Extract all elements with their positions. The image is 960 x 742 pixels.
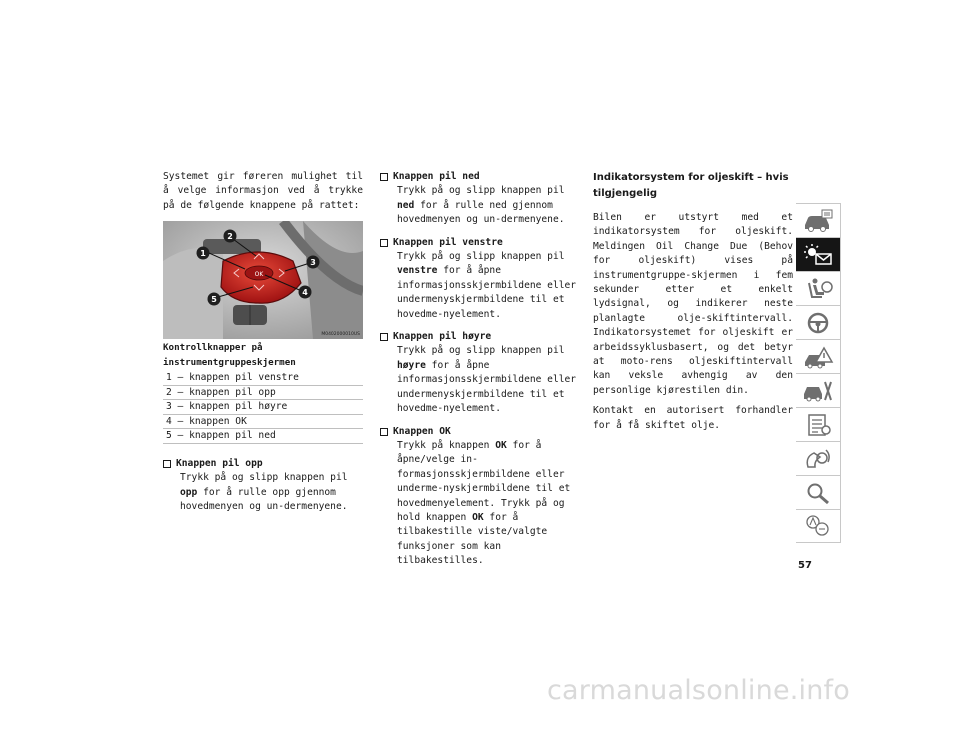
- bullet-arrow-down: [380, 170, 578, 228]
- oil-change-paragraph: Bilen er utstyrt med et indikatorsystem for oljeskift. Meldingen Oil Change Due (Behov for oljeskift) vises på instrumentgruppe-skjermen i fem sekunder etter et enkelt lydsignal, og indikerer neste planlagte olje-skiftintervall. Indikatorsystemet for oljeskift er arbeidssyklusbasert, og det betyr at moto-rens oljeskiftintervall kan veksle avhengig av den personlige kjørestilen din.: [593, 212, 793, 396]
- bullet-title: Knappen pil opp: [176, 458, 263, 469]
- legend-item: 5 – knappen pil ned: [163, 428, 363, 443]
- callout-2: 2: [227, 232, 233, 242]
- text-run: for å åpne informasjonsskjermbildene eller undermenyskjermbildene til et hovedme-nyelement.: [397, 265, 577, 320]
- tab-index[interactable]: [796, 475, 841, 509]
- dashboard-lights-icon: [802, 243, 834, 267]
- section-heading: Indikatorsystem for oljeskift – hvis tilgjengelig: [593, 172, 789, 199]
- steering-wheel-controls-figure: [163, 221, 363, 339]
- bullet-box-icon: [380, 428, 388, 436]
- seat-airbag-icon: [802, 277, 834, 301]
- text-run: for å åpne informasjonsskjermbildene eller undermenyskjermbildene til et hovedme-nyelement.: [397, 359, 577, 415]
- car-service-tools-icon: [802, 379, 834, 403]
- text-run: for å rulle opp gjennom hovedmenyen og un-dermenyene.: [180, 486, 348, 513]
- key-word: OK: [472, 511, 484, 523]
- callout-5: 5: [211, 295, 217, 305]
- dealer-paragraph: Kontakt en autorisert forhandler for å få skiftet olje.: [593, 405, 793, 431]
- language-icon: [802, 514, 834, 538]
- emergency-warning-icon: [802, 345, 834, 369]
- chapter-index-sidebar: [796, 203, 841, 543]
- legend-item: 1 – knappen pil venstre: [166, 372, 299, 384]
- key-word: høyre: [397, 359, 426, 371]
- figure-caption: Kontrollknapper på instrumentgruppeskjermen: [163, 342, 296, 368]
- steering-wheel-illustration: [163, 221, 363, 339]
- tab-language[interactable]: [796, 509, 841, 543]
- steering-wheel-icon: [802, 311, 834, 335]
- key-word: ned: [397, 199, 415, 211]
- text-run: Trykk på og slipp knappen pil: [397, 185, 565, 197]
- text-run: for å rulle ned gjennom hovedmenyen og un-dermenyene.: [397, 199, 565, 226]
- text-run: Trykk på og slipp knappen pil: [397, 345, 565, 357]
- text-run: for å tilbakestille viste/valgte funksjoner som kan tilbakestilles.: [397, 511, 548, 567]
- bullet-arrow-left: [380, 236, 578, 322]
- multimedia-icon: [802, 447, 834, 471]
- callout-1: 1: [200, 249, 206, 259]
- tab-multimedia[interactable]: [796, 441, 841, 475]
- bullet-text: [380, 439, 578, 569]
- tab-getting-to-know-vehicle[interactable]: [796, 203, 841, 237]
- bullet-text: [380, 344, 578, 416]
- legend-item: 3 – knappen pil høyre: [163, 399, 363, 414]
- tab-instrument-panel[interactable]: [796, 237, 841, 271]
- search-index-icon: [802, 481, 834, 505]
- text-run: Trykk på og slipp knappen pil: [180, 472, 348, 484]
- bullet-text: [380, 250, 578, 322]
- tab-servicing[interactable]: [796, 373, 841, 407]
- bullet-arrow-up: [163, 457, 363, 515]
- text-run: for å åpne/velge in-formasjonsskjermbildene eller underme-nyskjermbildene til et hovedmenyelement. Trykk på og hold knappen: [397, 439, 571, 523]
- bullet-text: [380, 184, 578, 227]
- text-run: Trykk på knappen: [397, 439, 496, 451]
- figure-legend: [163, 371, 363, 444]
- bullet-box-icon: [163, 460, 171, 468]
- bullet-arrow-right: [380, 330, 578, 416]
- page-number: 57: [798, 560, 812, 571]
- legend-item: 2 – knappen pil opp: [163, 385, 363, 400]
- tab-starting-operating[interactable]: [796, 305, 841, 339]
- bullet-text: [163, 471, 363, 514]
- key-word: venstre: [397, 265, 438, 277]
- car-info-icon: [802, 209, 834, 233]
- bullet-title: Knappen pil venstre: [393, 236, 503, 248]
- key-word: opp: [180, 486, 198, 498]
- tab-technical-specifications[interactable]: [796, 407, 841, 441]
- bullet-box-icon: [380, 173, 388, 181]
- legend-item: 4 – knappen OK: [163, 414, 363, 429]
- intro-paragraph: Systemet gir føreren mulighet til å velge informasjon ved å trykke på de følgende knappene på rattet:: [163, 171, 363, 211]
- bullet-title: Knappen pil høyre: [393, 331, 492, 343]
- text-run: Trykk på og slipp knappen pil: [397, 251, 565, 263]
- ok-button-label: OK: [254, 271, 264, 279]
- callout-4: 4: [302, 288, 308, 298]
- key-word: OK: [495, 439, 507, 451]
- tab-emergency[interactable]: [796, 339, 841, 373]
- maintenance-checklist-icon: [802, 413, 834, 437]
- tab-safety[interactable]: [796, 271, 841, 305]
- bullet-ok: [380, 425, 578, 569]
- bullet-title: Knappen pil ned: [393, 171, 480, 182]
- bullet-box-icon: [380, 239, 388, 247]
- column-middle: [380, 170, 578, 577]
- column-left: [163, 170, 363, 523]
- callout-3: 3: [310, 258, 316, 268]
- column-right: [593, 170, 793, 439]
- bullet-title: Knappen OK: [393, 425, 451, 437]
- figure-code: M0402000010US: [321, 332, 360, 338]
- watermark-text: carmanualsonline.info: [547, 675, 850, 706]
- bullet-box-icon: [380, 333, 388, 341]
